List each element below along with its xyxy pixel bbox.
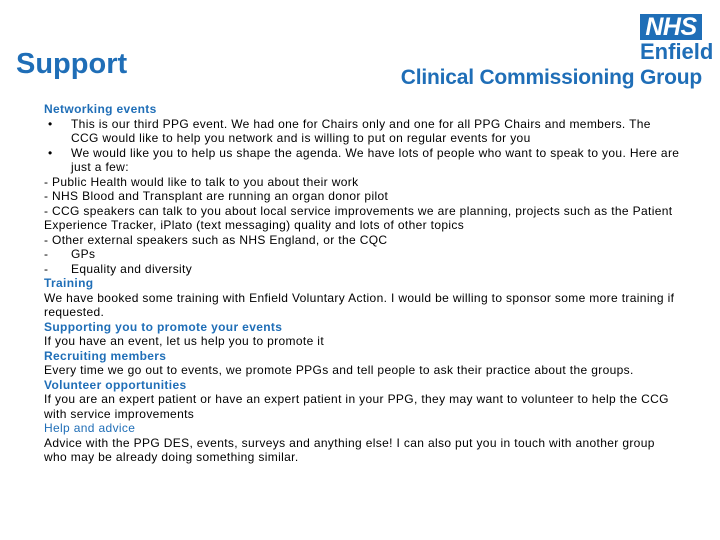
bullet-text: We would like you to help us shape the agenda. We have lots of people who want to speak to you. Here are just a few: xyxy=(71,145,680,174)
dash-text: Equality and diversity xyxy=(71,261,193,276)
section-text-recruiting: Every time we go out to events, we promote PPGs and tell people to ask their practice about the groups. xyxy=(44,363,634,377)
organisation-name: Clinical Commissioning Group xyxy=(400,66,702,89)
list-item xyxy=(44,262,680,277)
section-heading-training: Training xyxy=(44,276,94,290)
dash-mark: - xyxy=(44,247,49,261)
bullet-text: This is our third PPG event. We had one for Chairs only and one for all PPG Chairs and members. The CCG would like to help you network and is willing to put on regular events for you xyxy=(71,116,651,145)
section-heading-networking: Networking events xyxy=(44,102,157,116)
bullet-mark: • xyxy=(48,145,53,160)
section-text-help: Advice with the PPG DES, events, surveys and anything else! I can also put you in touch with another group who may be already doing something similar. xyxy=(44,435,655,464)
section-heading-promote: Supporting you to promote your events xyxy=(44,319,283,334)
bullet-mark: • xyxy=(48,116,53,131)
section-heading-help: Help and advice xyxy=(44,421,136,435)
list-item xyxy=(44,117,680,146)
section-heading-volunteer: Volunteer opportunities xyxy=(44,377,187,392)
speaker-line: - NHS Blood and Transplant are running an organ donor pilot xyxy=(44,189,389,203)
speaker-line: - Other external speakers such as NHS England, or the CQC xyxy=(44,232,388,247)
organisation-area: Enfield xyxy=(640,39,714,64)
nhs-logo: NHS xyxy=(640,14,702,40)
section-text-volunteer: If you are an expert patient or have an expert patient in your PPG, they may want to volunteer to help the CCG with service improvements xyxy=(44,392,669,421)
dash-mark: - xyxy=(44,261,49,276)
support-content xyxy=(44,102,680,465)
dash-text: GPs xyxy=(71,247,96,261)
speaker-line: - Public Health would like to talk to you about their work xyxy=(44,174,359,189)
list-item xyxy=(44,146,680,175)
section-text-training: We have booked some training with Enfield Voluntary Action. I would be willing to sponsor some more training if requested. xyxy=(44,290,675,319)
speaker-line: - CCG speakers can talk to you about local service improvements we are planning, projects such as the Patient Experience Tracker, iPlato (text messaging) quality and lots of other topics xyxy=(44,203,673,232)
list-item xyxy=(44,247,680,262)
section-heading-recruiting: Recruiting members xyxy=(44,348,167,363)
page-title: Support xyxy=(16,48,128,80)
section-text-promote: If you have an event, let us help you to promote it xyxy=(44,334,325,348)
